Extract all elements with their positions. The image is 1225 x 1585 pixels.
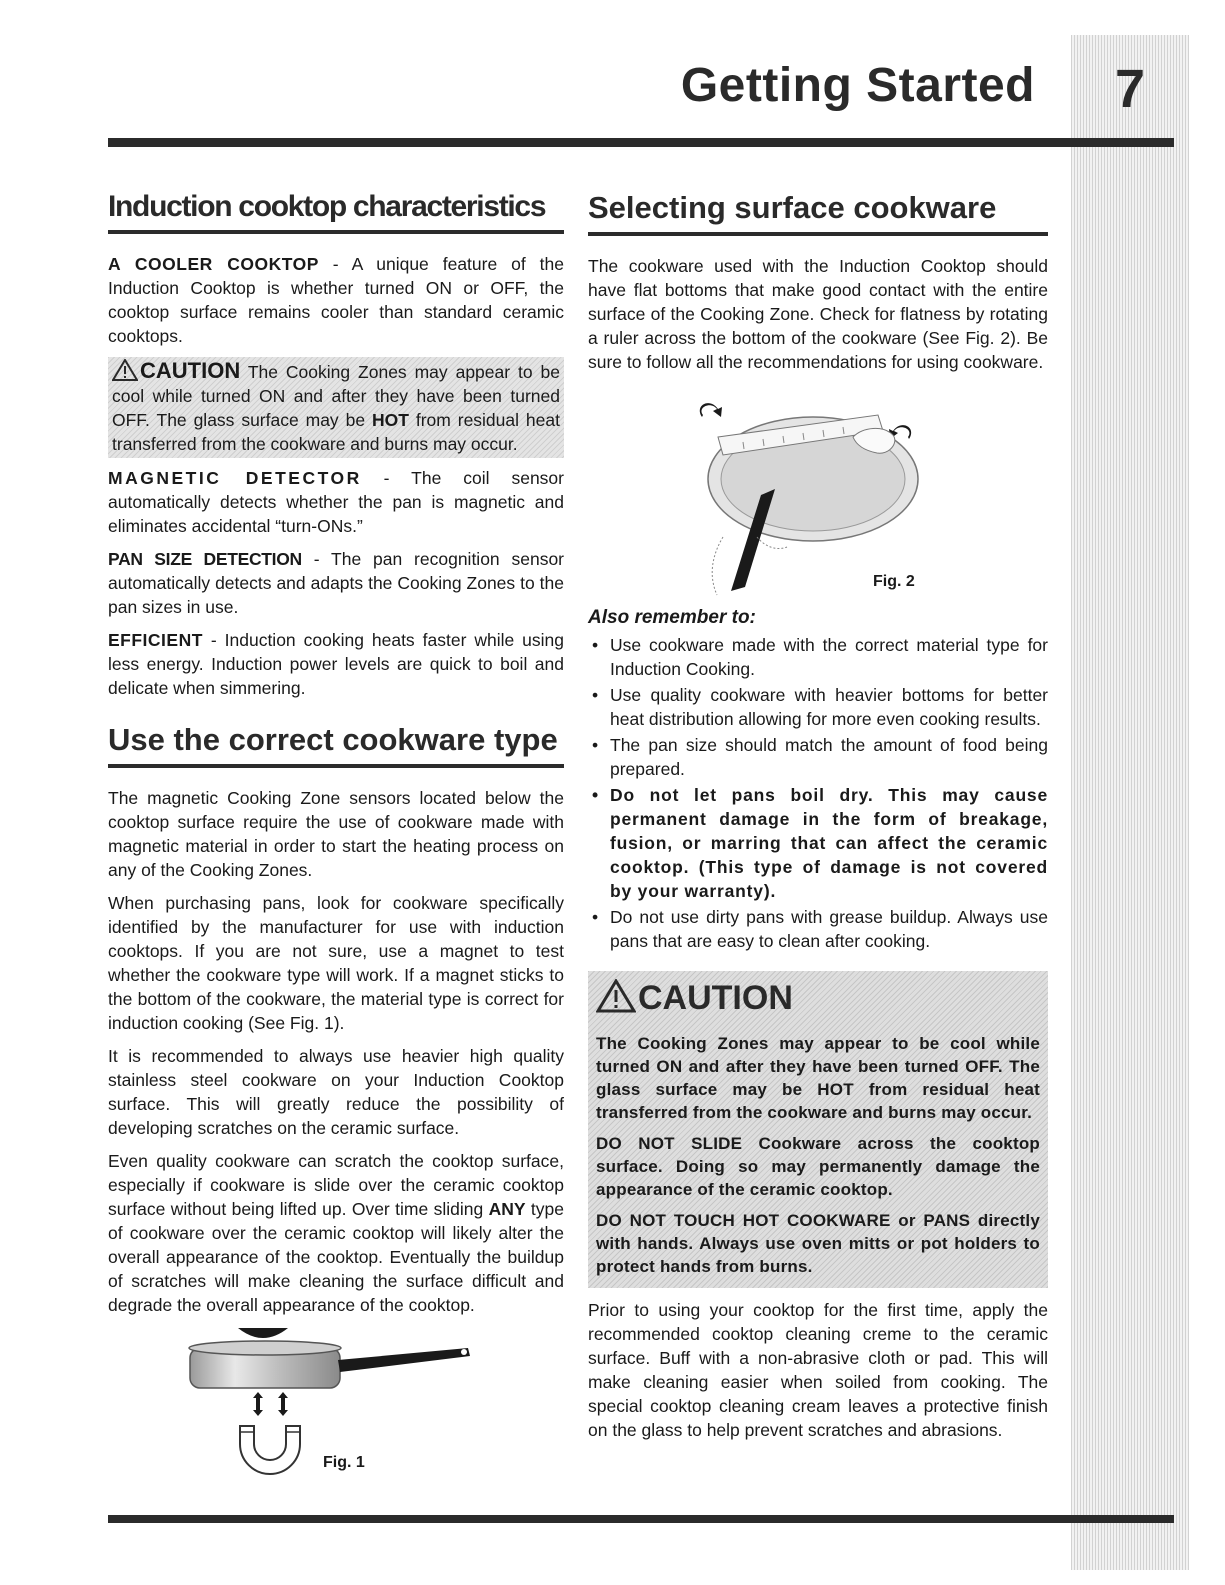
caution-text-part2: from residual heat transferred from the cookware and burns may occur. bbox=[112, 410, 560, 454]
scratch-text-b: type of cookware over the ceramic cooktop will likely alter the overall appearance of the cooktop. Eventually the buildup of scratches will make cleaning the surface difficult and degrade the overall appearance of the cooktop. bbox=[108, 1199, 564, 1315]
ruler-flatness-illustration bbox=[683, 387, 983, 605]
figure-2 bbox=[588, 383, 1048, 601]
page-title: Getting Started bbox=[680, 59, 1035, 112]
recommendations-list bbox=[588, 633, 1048, 953]
caution-box-title-text: CAUTION bbox=[638, 979, 793, 1017]
page-number: 7 bbox=[1114, 59, 1146, 119]
footer-rule bbox=[108, 1515, 1174, 1523]
figure-2-label: Fig. 2 bbox=[873, 573, 915, 590]
scratch-any-word: ANY bbox=[488, 1199, 526, 1219]
paragraph-pan-size bbox=[108, 547, 564, 619]
scratch-text-a: Even quality cookware can scratch the cooktop surface, especially if cookware is slide over the ceramic cooktop surface without being lifted up. Over time sliding bbox=[108, 1151, 564, 1219]
term-cooler-cooktop: A COOLER COOKTOP bbox=[108, 254, 319, 274]
caution-box-title bbox=[596, 979, 1040, 1018]
list-item: • Use cookware made with the correct material type for Induction Cooking. bbox=[588, 633, 1048, 681]
list-item: • The pan size should match the amount of food being prepared. bbox=[588, 733, 1048, 781]
text-pan-size-detection: - The pan recognition sensor automatically detects and adapts the Cooking Zones to the pan sizes in use. bbox=[108, 549, 565, 617]
pan-magnet-illustration bbox=[168, 1326, 568, 1476]
paragraph-stainless-steel: It is recommended to always use heavier high quality stainless steel cookware on your Induction Cooktop surface. This will greatly reduce the possibility of developing scratches on the ceramic surface. bbox=[108, 1046, 564, 1138]
left-column bbox=[108, 190, 564, 1476]
paragraph-cooler-cooktop bbox=[108, 252, 564, 348]
text-cooler-cooktop: - A unique feature of the Induction Cooktop is whether turned ON or OFF, the cooktop surface remains cooler than standard ceramic cooktops. bbox=[108, 254, 564, 346]
caution-box-paragraph-slide: DO NOT SLIDE Cookware across the cooktop surface. Doing so may permanently damage the appearance of the ceramic cooktop. bbox=[596, 1134, 1040, 1199]
section-heading-characteristics: Induction cooktop characteristics bbox=[108, 190, 564, 234]
list-item: • Use quality cookware with heavier bottoms for better heat distribution allowing for more even cooking results. bbox=[588, 683, 1048, 731]
caution-text-part1: The Cooking Zones may appear to be cool while turned ON and after they have been turned OFF. The glass surface may be bbox=[112, 362, 560, 430]
warning-triangle-icon bbox=[596, 979, 636, 1013]
list-item: • Do not use dirty pans with grease buildup. Always use pans that are easy to clean after cooking. bbox=[588, 905, 1048, 953]
paragraph-cleaning-creme: Prior to using your cooktop for the first time, apply the recommended cooktop cleaning creme to the ceramic surface. Buff with a non-abrasive cloth or pad. This will make cleaning easier when soiled from cooking. The special cooktop cleaning cream leaves a protective finish on the glass to help prevent scratches and abrasions. bbox=[588, 1300, 1048, 1440]
list-item-warning: • Do not let pans boil dry. This may cause permanent damage in the form of breakage, fusion, or marring that can affect the ceramic cooktop. (This type of damage is not covered by your warranty). bbox=[588, 783, 1048, 903]
section-heading-selecting-cookware: Selecting surface cookware bbox=[588, 190, 1048, 236]
text-magnetic-detector: - The coil sensor automatically detects whether the pan is magnetic and eliminates accidental “turn-ONs.” bbox=[108, 468, 564, 536]
caution-box bbox=[588, 971, 1048, 1288]
paragraph-efficient bbox=[108, 628, 564, 700]
text-efficient: - Induction cooking heats faster while using less energy. Induction power levels are quick to boil and delicate when simmering. bbox=[108, 630, 564, 698]
right-column bbox=[588, 190, 1048, 1451]
caution-inline-box bbox=[108, 357, 564, 458]
paragraph-purchasing-pans: When purchasing pans, look for cookware specifically identified by the manufacturer for use with induction cooktops. If you are not sure, use a magnet to test whether the cookware type will work. If a magnet sticks to the bottom of the cookware, the material type is correct for induction cooking (See Fig. 1). bbox=[108, 893, 564, 1033]
paragraph-magnetic-detector bbox=[108, 466, 564, 538]
paragraph-scratching bbox=[108, 1149, 564, 1317]
caution-label: CAUTION bbox=[140, 358, 241, 383]
paragraph-cookware-intro: The cookware used with the Induction Cooktop should have flat bottoms that make good contact with the entire surface of the Cooking Zone. Check for flatness by rotating a ruler across the bottom of the cookware (See Fig. 2). Be sure to follow all the recommendations for using cookware. bbox=[588, 256, 1048, 372]
caution-box-paragraph-hot: The Cooking Zones may appear to be cool while turned ON and after they have been turned OFF. The glass surface may be HOT from residual heat transferred from the cookware and burns may occur. bbox=[596, 1034, 1040, 1122]
warning-triangle-icon bbox=[112, 359, 138, 381]
caution-hot-word: HOT bbox=[371, 410, 409, 430]
term-efficient: EFFICIENT bbox=[108, 630, 203, 650]
side-tab-strip bbox=[1071, 35, 1189, 1570]
figure-1-label: Fig. 1 bbox=[323, 1454, 365, 1471]
term-pan-size-detection: PAN SIZE DETECTION bbox=[108, 549, 302, 569]
also-remember-heading: Also remember to: bbox=[588, 607, 756, 628]
section-heading-cookware-type: Use the correct cookware type bbox=[108, 722, 564, 768]
caution-box-paragraph-touch: DO NOT TOUCH HOT COOKWARE or PANS directly with hands. Always use oven mitts or pot holders to protect hands from burns. bbox=[596, 1211, 1040, 1276]
paragraph-magnetic-sensors: The magnetic Cooking Zone sensors located below the cooktop surface require the use of cookware made with magnetic material in order to start the heating process on any of the Cooking Zones. bbox=[108, 788, 564, 880]
term-magnetic-detector: MAGNETIC DETECTOR bbox=[108, 468, 362, 488]
header-rule bbox=[108, 138, 1174, 147]
figure-1 bbox=[108, 1326, 564, 1476]
